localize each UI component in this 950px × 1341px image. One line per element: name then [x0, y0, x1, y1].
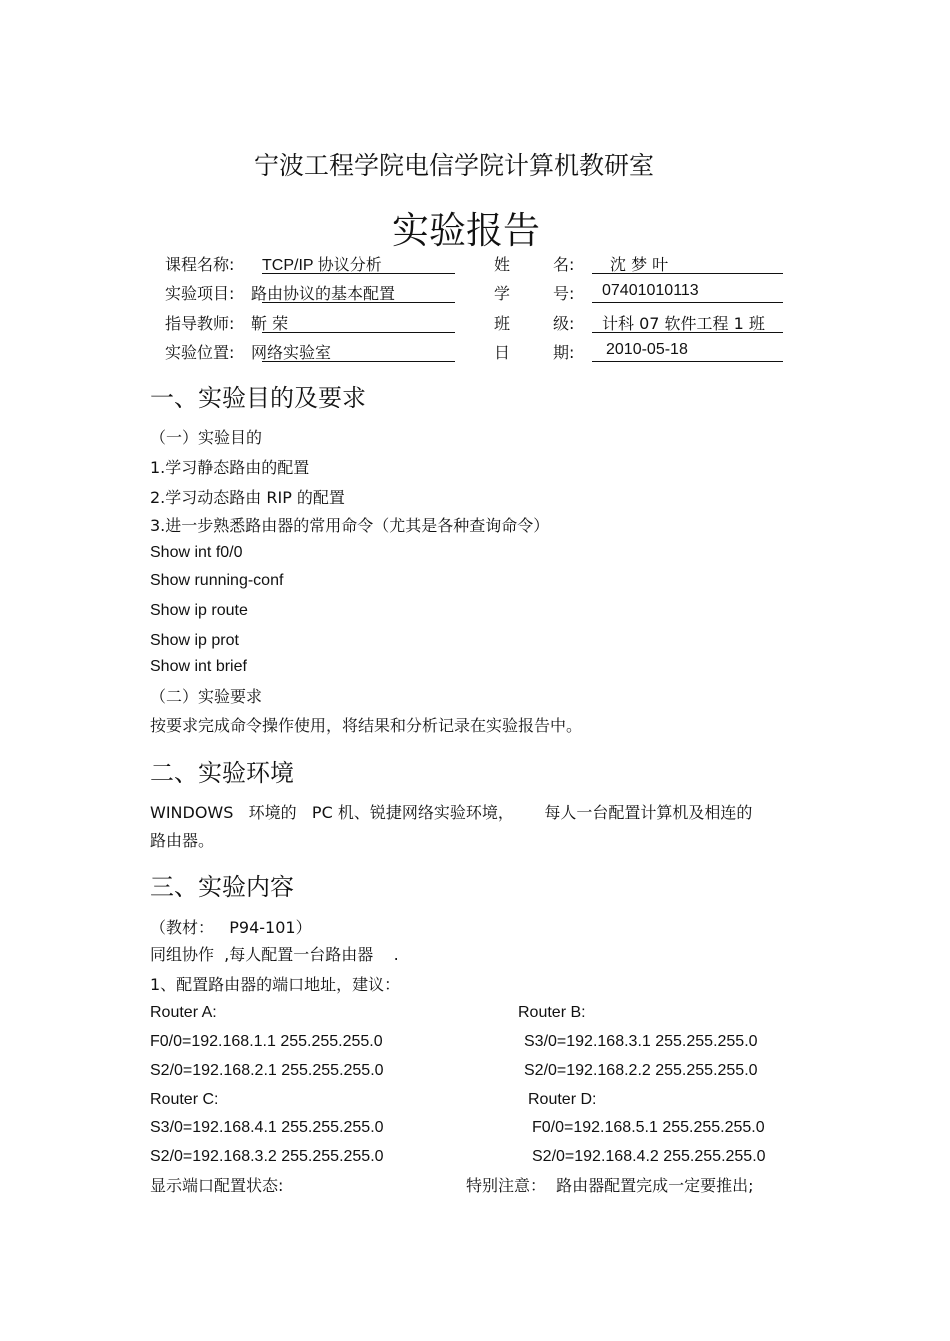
objective-item-3: 3.进一步熟悉路由器的常用命令（尤其是各种查询命令） [150, 516, 550, 535]
report-title: 实验报告 [392, 209, 540, 252]
location-underline [262, 361, 455, 362]
group-note: 同组协作 ,每人配置一台路由器 . [150, 945, 399, 964]
section2-heading: 二、实验环境 [150, 759, 294, 787]
date-label-1: 日 [494, 343, 511, 362]
course-label: 课程名称: [165, 255, 235, 274]
router-d-if1: F0/0=192.168.5.1 255.255.255.0 [532, 1119, 765, 1136]
environment-line-2: 路由器。 [150, 831, 215, 850]
command-line: Show ip prot [150, 632, 239, 649]
section1-heading: 一、实验目的及要求 [150, 384, 366, 412]
name-value: 沈 梦 叶 [610, 255, 669, 274]
router-a-title: Router A: [150, 1004, 217, 1021]
status-left: 显示端口配置状态: [150, 1176, 284, 1195]
location-label: 实验位置: [165, 343, 235, 362]
date-label-2: 期: [553, 343, 575, 362]
class-value: 计科 07 软件工程 1 班 [602, 314, 765, 333]
date-value: 2010-05-18 [606, 341, 688, 358]
objective-item-2: 2.学习动态路由 RIP 的配置 [150, 488, 345, 507]
project-underline [262, 302, 455, 303]
step-1: 1、配置路由器的端口地址，建议： [150, 975, 401, 994]
section1-sub2: （二）实验要求 [150, 687, 263, 706]
command-line: Show int f0/0 [150, 544, 243, 561]
project-value: 路由协议的基本配置 [251, 284, 396, 303]
date-underline [592, 361, 783, 362]
name-label-1: 姓 [494, 255, 511, 274]
router-c-if2: S2/0=192.168.3.2 255.255.255.0 [150, 1148, 384, 1165]
id-value: 07401010113 [602, 282, 699, 299]
router-b-if1: S3/0=192.168.3.1 255.255.255.0 [524, 1033, 758, 1050]
router-a-if1: F0/0=192.168.1.1 255.255.255.0 [150, 1033, 383, 1050]
router-d-title: Router D: [528, 1091, 597, 1108]
id-label-2: 号: [553, 284, 575, 303]
class-label-2: 级: [553, 314, 575, 333]
command-line: Show ip route [150, 602, 248, 619]
router-c-title: Router C: [150, 1091, 219, 1108]
teacher-underline [262, 332, 455, 333]
router-a-if2: S2/0=192.168.2.1 255.255.255.0 [150, 1062, 384, 1079]
router-d-if2: S2/0=192.168.4.2 255.255.255.0 [532, 1148, 766, 1165]
teacher-value: 靳 荣 [251, 314, 289, 333]
teacher-label: 指导教师: [165, 314, 235, 333]
course-value: TCP/IP 协议分析 [262, 257, 382, 274]
objective-item-1: 1.学习静态路由的配置 [150, 458, 310, 477]
id-label-1: 学 [494, 284, 511, 303]
institution-title: 宁波工程学院电信学院计算机教研室 [254, 151, 655, 180]
project-label: 实验项目: [165, 284, 235, 303]
name-underline [592, 273, 783, 274]
id-underline [592, 302, 783, 303]
class-underline [592, 332, 783, 333]
textbook-ref: （教材： P94-101） [150, 918, 312, 937]
section1-sub1: （一）实验目的 [150, 428, 263, 447]
course-underline [262, 273, 455, 274]
command-line: Show int brief [150, 658, 247, 675]
status-right: 特别注意： 路由器配置完成一定要推出; [466, 1176, 754, 1195]
section3-heading: 三、实验内容 [150, 873, 294, 901]
location-value: 网络实验室 [251, 343, 332, 362]
router-c-if1: S3/0=192.168.4.1 255.255.255.0 [150, 1119, 384, 1136]
router-b-if2: S2/0=192.168.2.2 255.255.255.0 [524, 1062, 758, 1079]
class-label-1: 班 [494, 314, 511, 333]
router-b-title: Router B: [518, 1004, 586, 1021]
name-label-2: 名: [553, 255, 575, 274]
environment-line-1: WINDOWS 环境的 PC 机、锐捷网络实验环境， 每人一台配置计算机及相连的 [150, 803, 753, 822]
command-line: Show running-conf [150, 572, 284, 589]
requirement-text: 按要求完成命令操作使用，将结果和分析记录在实验报告中。 [150, 716, 583, 735]
